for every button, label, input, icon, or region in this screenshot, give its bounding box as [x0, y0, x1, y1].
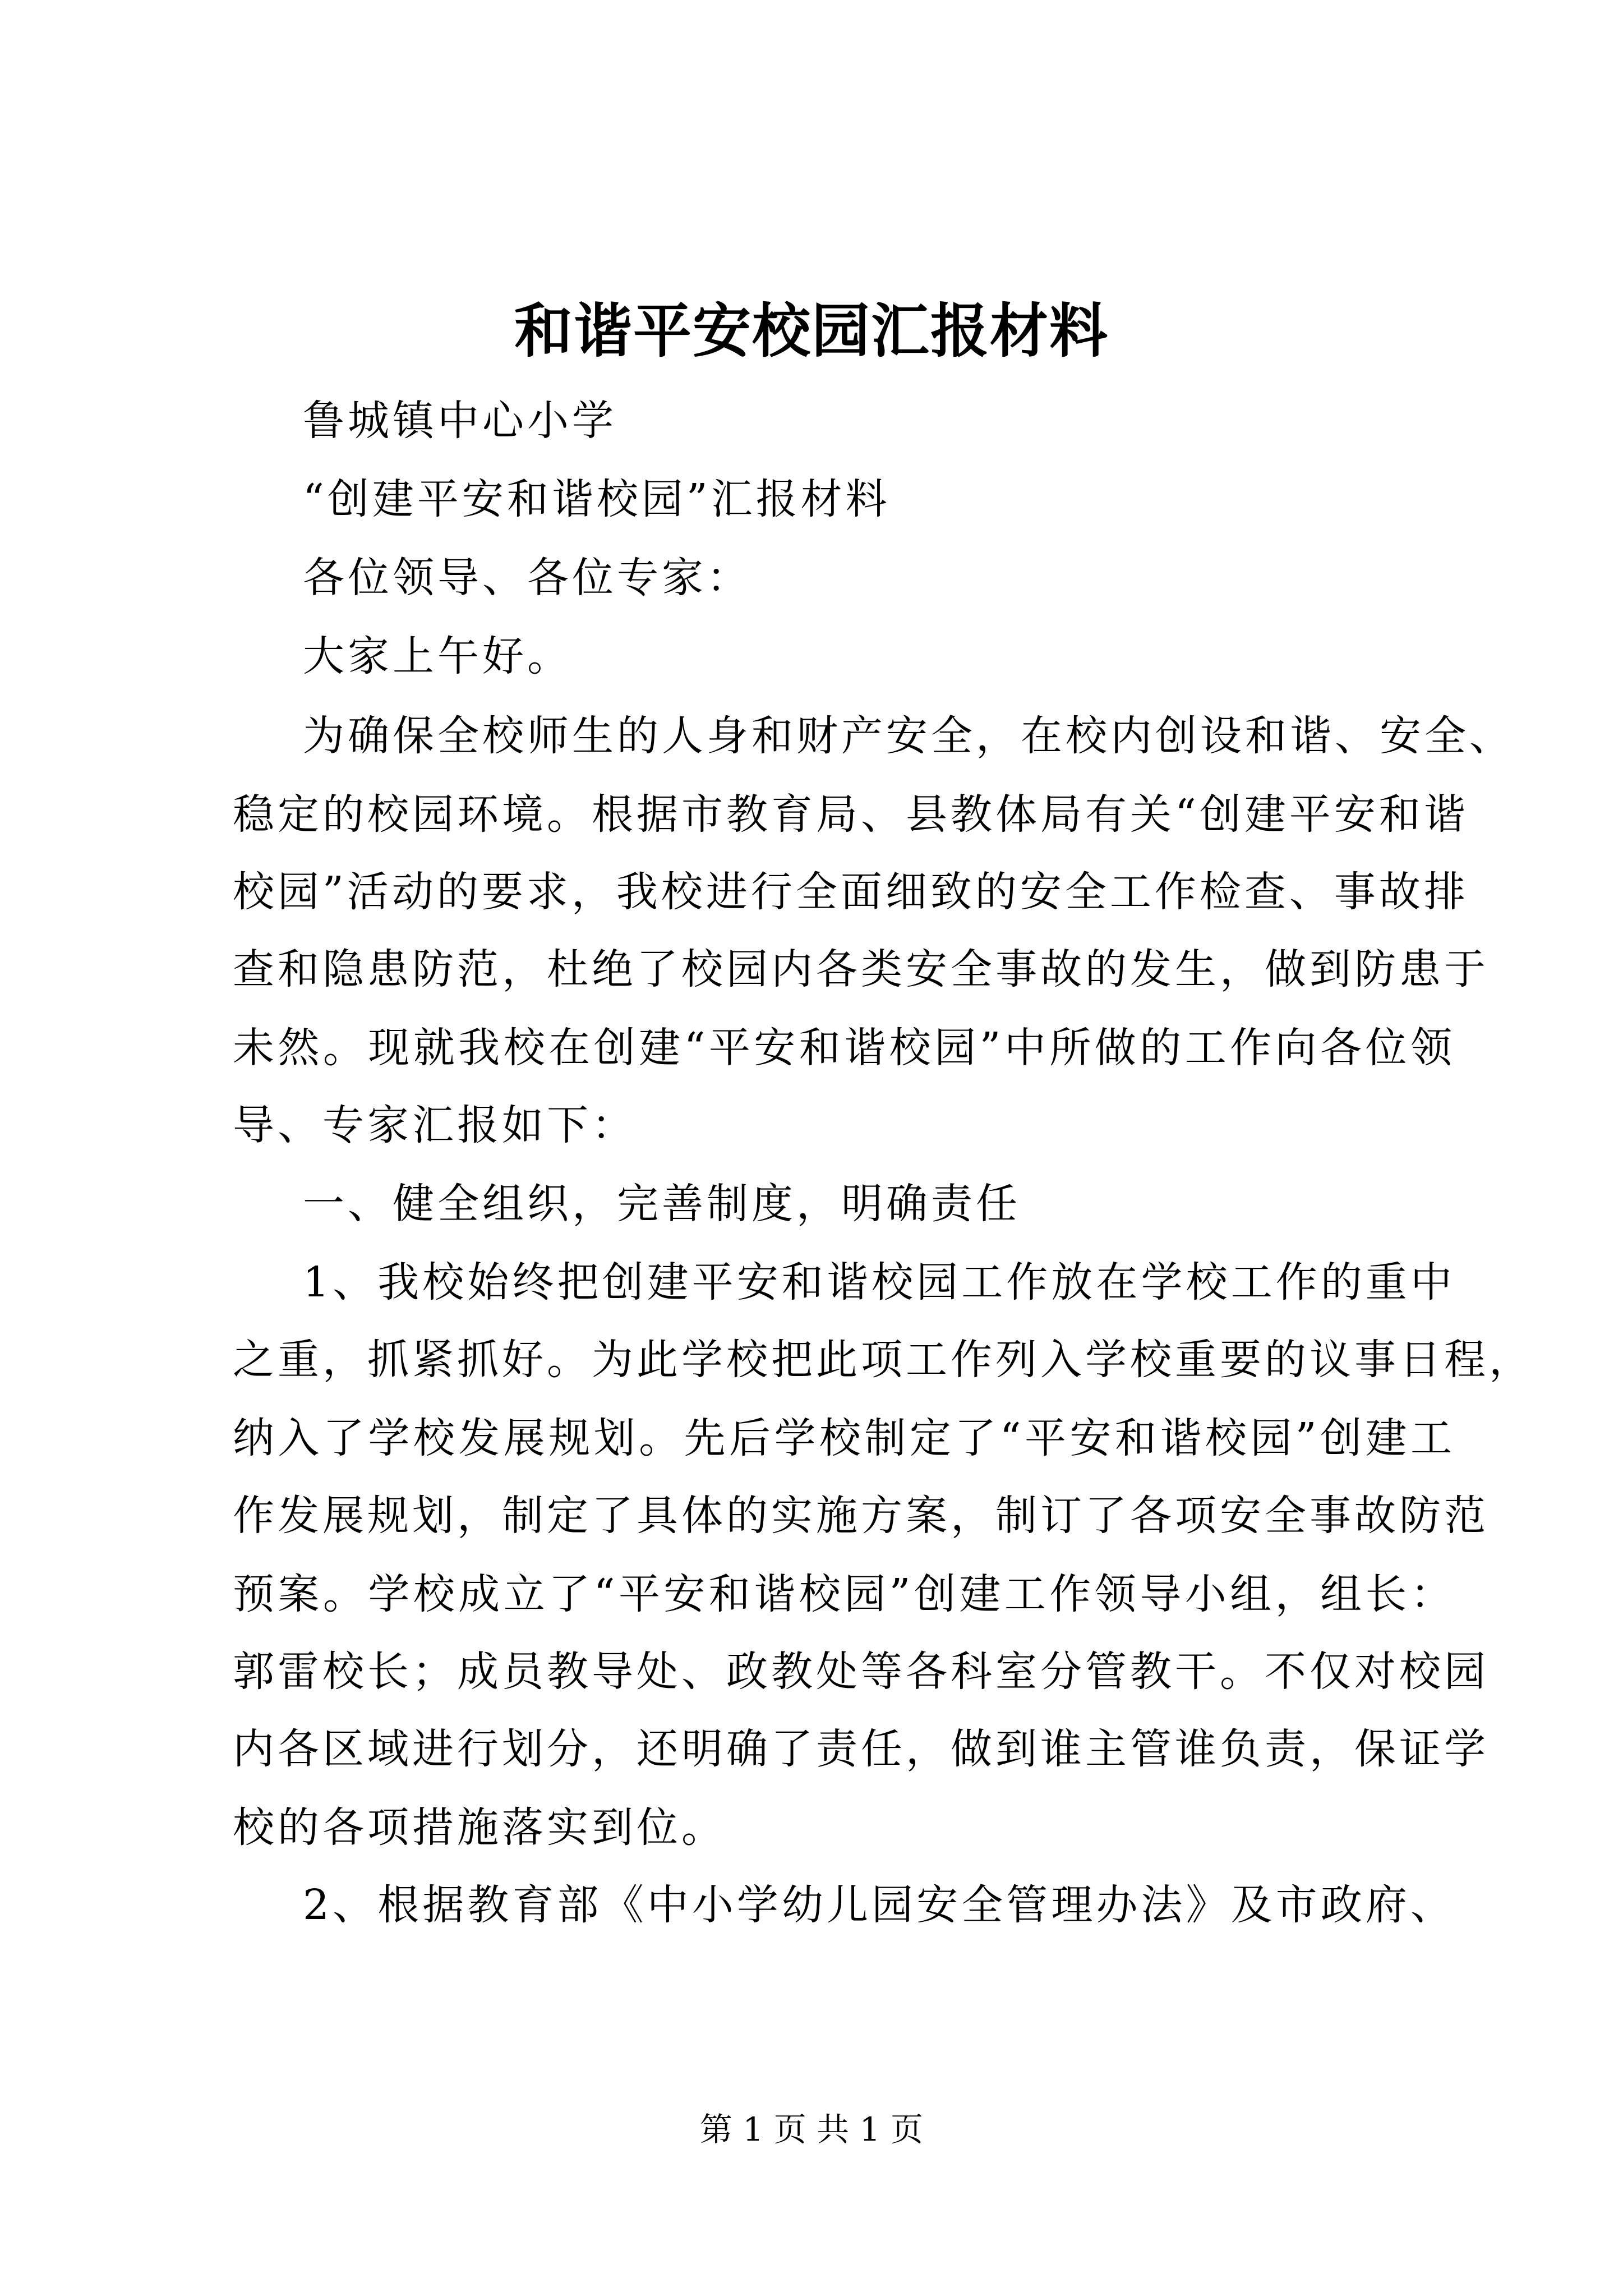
salutation-line: 各位领导、各位专家：	[303, 554, 751, 602]
paragraph-line: 校园”活动的要求，我校进行全面细致的安全工作检查、事故排	[233, 868, 1469, 916]
paragraph-line: 为确保全校师生的人身和财产安全，在校内创设和谐、安全、	[303, 712, 1514, 760]
paragraph-line: 郭雷校长；成员教导处、政教处等各科室分管教干。不仅对校园	[233, 1648, 1489, 1696]
paragraph-line: 预案。学校成立了“平安和谐校园”创建工作领导小组，组长：	[233, 1570, 1455, 1618]
paragraph-line: 作发展规划，制定了具体的实施方案，制订了各项安全事故防范	[233, 1492, 1489, 1540]
paragraph-line: 校的各项措施落实到位。	[233, 1803, 726, 1852]
subtitle-line: “创建平安和谐校园”汇报材料	[303, 475, 891, 523]
paragraph-line: 内各区域进行划分，还明确了责任，做到谁主管谁负责，保证学	[233, 1725, 1489, 1773]
document-title: 和谐平安校园汇报材料	[514, 296, 1109, 365]
section-heading: 一、健全组织，完善制度，明确责任	[303, 1180, 1021, 1228]
paragraph-line: 查和隐患防范，杜绝了校园内各类安全事故的发生，做到防患于	[233, 945, 1489, 993]
page-number-footer: 第 1 页 共 1 页	[700, 2110, 923, 2148]
paragraph-line: 纳入了学校发展规划。先后学校制定了“平安和谐校园”创建工	[233, 1414, 1455, 1462]
paragraph-line: 导、专家汇报如下：	[233, 1101, 637, 1149]
paragraph-line: 1、我校始终把创建平安和谐校园工作放在学校工作的重中	[303, 1258, 1455, 1306]
paragraph-line: 稳定的校园环境。根据市教育局、县教体局有关“创建平安和谐	[233, 790, 1469, 839]
school-name-line: 鲁城镇中心小学	[303, 397, 617, 445]
paragraph-line: 未然。现就我校在创建“平安和谐校园”中所做的工作向各位领	[233, 1024, 1455, 1072]
paragraph-line: 2、根据教育部《中小学幼儿园安全管理办法》及市政府、	[303, 1881, 1455, 1929]
paragraph-line: 之重，抓紧抓好。为此学校把此项工作列入学校重要的议事日程，	[233, 1336, 1534, 1384]
greeting-line: 大家上午好。	[303, 632, 572, 680]
